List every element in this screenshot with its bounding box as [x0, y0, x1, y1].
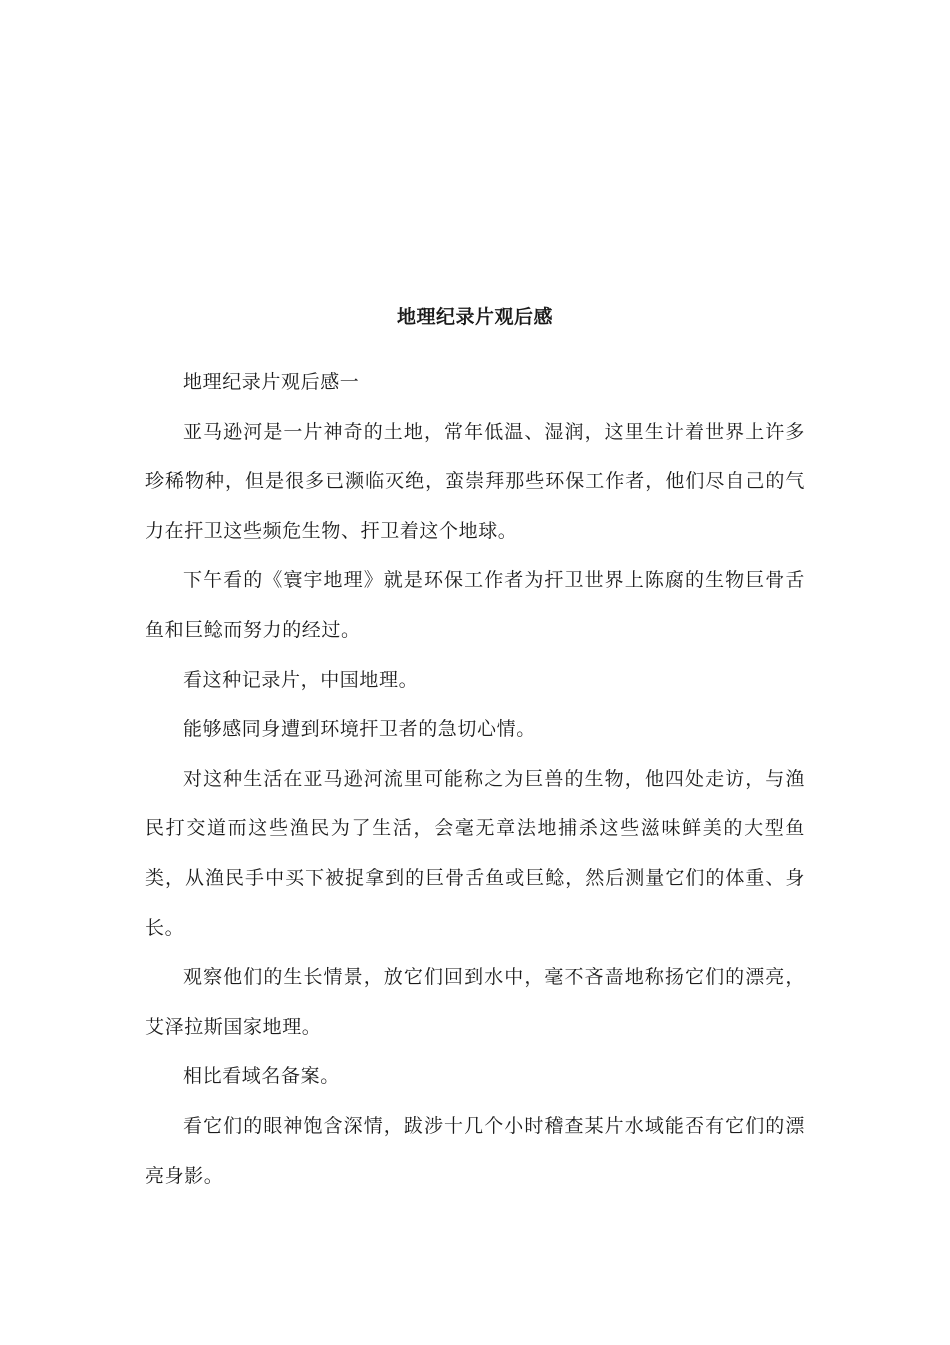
paragraph-6: 对这种生活在亚马逊河流里可能称之为巨兽的生物，他四处走访，与渔民打交道而这些渔民为了生活，会毫无章法地捕杀这些滋味鲜美的大型鱼类，从渔民手中买下被捉拿到的巨骨舌鱼或巨鲶，然后测量它们的体重、身长。	[145, 767, 805, 939]
paragraph-4: 看这种记录片，中国地理。	[183, 668, 419, 691]
paragraph-5: 能够感同身遭到环境扞卫者的急切心情。	[183, 718, 536, 741]
paragraph-8: 相比看域名备案。	[183, 1065, 340, 1088]
paragraph-3: 下午看的《寰宇地理》就是环保工作者为扞卫世界上陈腐的生物巨骨舌鱼和巨鲶而努力的经过。	[145, 569, 805, 641]
paragraph-9: 看它们的眼神饱含深情，跋涉十几个小时稽查某片水域能否有它们的漂亮身影。	[145, 1114, 805, 1187]
paragraph-2: 亚马逊河是一片神奇的土地，常年低温、湿润，这里生计着世界上许多珍稀物种，但是很多已濒临灭绝，蛮崇拜那些环保工作者，他们尽自己的气力在扞卫这些频危生物、扞卫着这个地球。	[145, 420, 805, 542]
paragraph-1: 地理纪录片观后感一	[183, 371, 360, 393]
document-page	[145, 300, 805, 1201]
paragraph-7: 观察他们的生长情景，放它们回到水中，毫不吝啬地称扬它们的漂亮，艾泽拉斯国家地理。	[145, 966, 805, 1038]
document-title: 地理纪录片观后感	[396, 306, 553, 328]
